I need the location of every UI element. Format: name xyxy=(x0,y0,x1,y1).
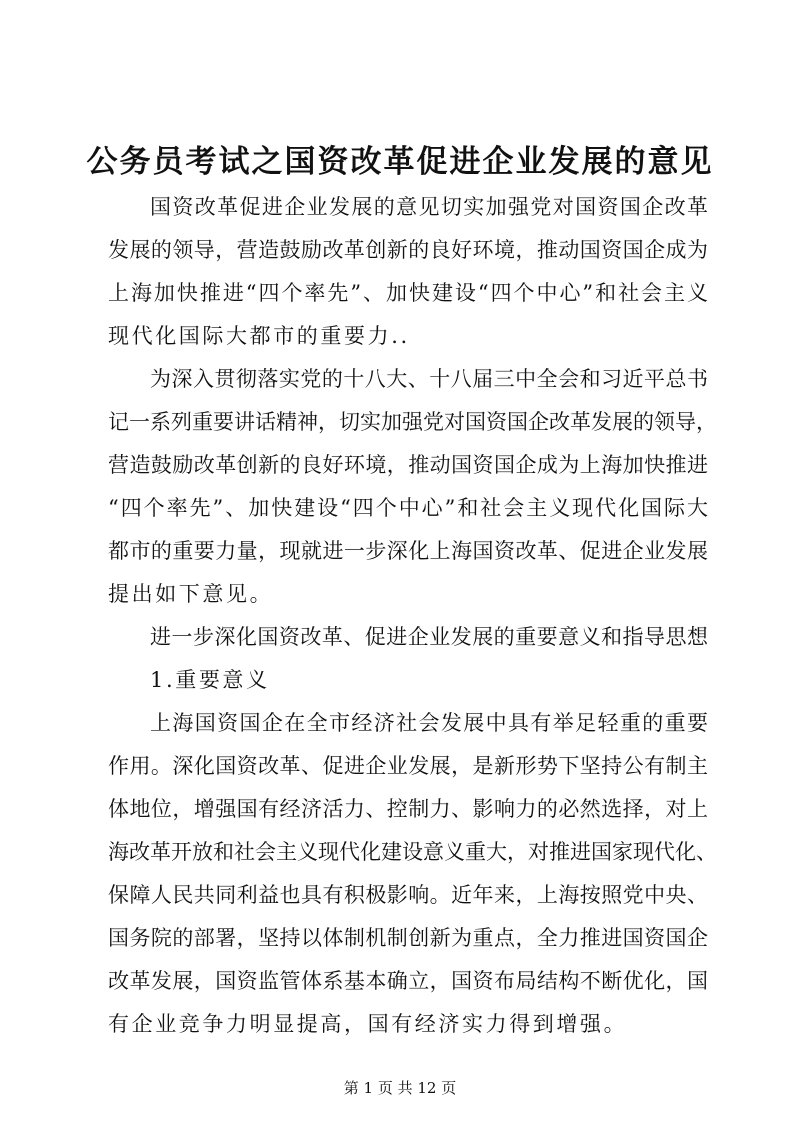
section-heading xyxy=(108,616,708,659)
text-line: 上海加快推进“四个率先”、加快建设“四个中心”和社会主义 xyxy=(108,281,708,305)
text-line: 作用。深化国资改革、促进企业发展，是新形势下坚持公有制主 xyxy=(108,754,708,778)
text-line: 上海国资国企在全市经济社会发展中具有举足轻重的重要 xyxy=(150,711,708,735)
text-line: 都市的重要力量，现就进一步深化上海国资改革、促进企业发展 xyxy=(108,539,708,563)
text-line: 1.重要意义 xyxy=(150,668,270,692)
text-line: “四个率先”、加快建设“四个中心”和社会主义现代化国际大 xyxy=(108,496,708,520)
text-line: 有企业竞争力明显提高，国有经济实力得到增强。 xyxy=(108,1012,628,1036)
text-line: 记一系列重要讲话精神，切实加强党对国资国企改革发展的领导， xyxy=(108,410,717,434)
text-line: 营造鼓励改革创新的良好环境，推动国资国企成为上海加快推进 xyxy=(108,453,708,477)
text-line: 提出如下意见。 xyxy=(108,582,274,606)
text-line: 国务院的部署，坚持以体制机制创新为重点，全力推进国资国企 xyxy=(108,926,708,950)
paragraph-2 xyxy=(108,358,717,616)
page-number-footer: 第 1 页 共 12 页 xyxy=(343,1079,457,1097)
text-line: 海改革开放和社会主义现代化建设意义重大，对推进国家现代化、 xyxy=(108,840,717,864)
text-line: 体地位，增强国有经济活力、控制力、影响力的必然选择，对上 xyxy=(108,797,708,821)
text-line: 改革发展，国资监管体系基本确立，国资布局结构不断优化，国 xyxy=(108,969,708,993)
document-body xyxy=(108,186,717,1046)
text-line: 保障人民共同利益也具有积极影响。近年来，上海按照党中央、 xyxy=(108,883,708,907)
paragraph-5 xyxy=(108,702,717,1046)
text-line: 进一步深化国资改革、促进企业发展的重要意义和指导思想 xyxy=(150,625,708,649)
text-line: 现代化国际大都市的重要力.. xyxy=(108,324,410,348)
subsection-heading xyxy=(108,659,708,702)
text-line: 国资改革促进企业发展的意见切实加强党对国资国企改革 xyxy=(150,195,708,219)
text-line: 为深入贯彻落实党的十八大、十八届三中全会和习近平总书 xyxy=(150,367,708,391)
paragraph-1 xyxy=(108,186,708,358)
document-title: 公务员考试之国资改革促进企业发展的意见 xyxy=(86,144,714,180)
text-line: 发展的领导，营造鼓励改革创新的良好环境，推动国资国企成为 xyxy=(108,238,708,262)
